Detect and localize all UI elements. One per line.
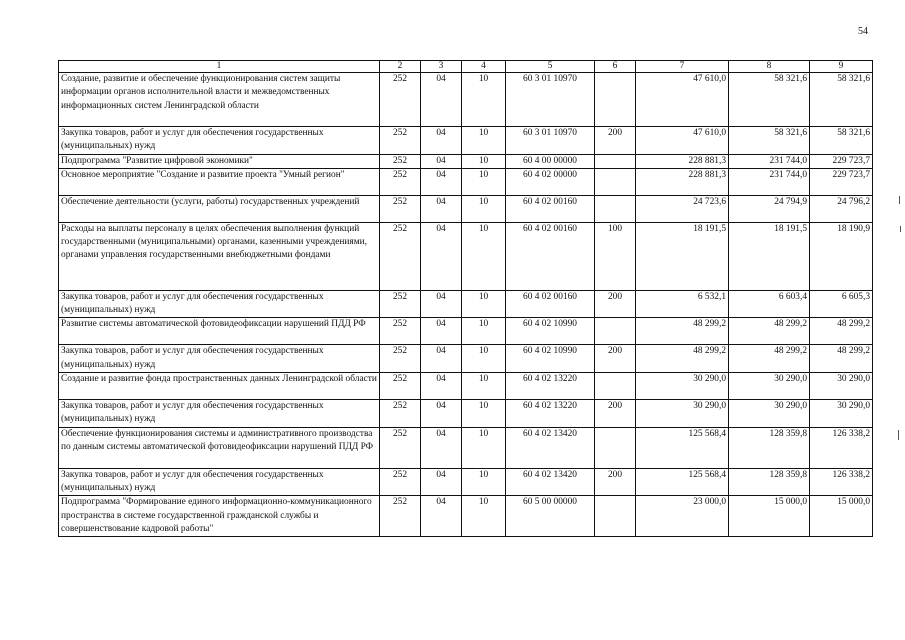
cell-amount-col8: 128 359,8 (729, 427, 810, 468)
table-row (59, 195, 873, 222)
cell-target-article: 60 3 01 10970 (506, 73, 595, 127)
cell-amount-col7: 48 299,2 (636, 318, 729, 345)
cell-subsection: 10 (462, 290, 506, 318)
cell-subsection: 10 (462, 127, 506, 155)
cell-section: 04 (421, 127, 462, 155)
cell-expense-type (595, 427, 636, 468)
cell-expense-type: 100 (595, 222, 636, 290)
cell-amount-col7: 23 000,0 (636, 496, 729, 537)
cell-amount-col8: 231 744,0 (729, 168, 810, 195)
cell-admin-code: 252 (380, 222, 421, 290)
cell-amount-col9: 15 000,0 (810, 496, 873, 537)
cell-amount-col7: 125 568,4 (636, 468, 729, 496)
cell-amount-col8: 18 191,5 (729, 222, 810, 290)
cell-amount-col8: 15 000,0 (729, 496, 810, 537)
page-number: 54 (858, 26, 868, 37)
cell-amount-col8: 24 794,9 (729, 195, 810, 222)
cell-amount-col9: 229 723,7 (810, 168, 873, 195)
cell-target-article: 60 4 02 00160 (506, 195, 595, 222)
table-row (59, 154, 873, 168)
row-name: Расходы на выплаты персоналу в целях обеспечения выполнения функций государственными (муниципальными) органами, казенными учреждениями, органами управления государственными внебюджетными фондами (59, 222, 380, 290)
cell-subsection: 10 (462, 195, 506, 222)
cell-subsection: 10 (462, 400, 506, 428)
cell-admin-code: 252 (380, 290, 421, 318)
column-header: 2 (380, 61, 421, 73)
table-body (59, 73, 873, 537)
row-name: Подпрограмма "Развитие цифровой экономики" (59, 154, 380, 168)
cell-amount-col9: 58 321,6 (810, 127, 873, 155)
table-row (59, 373, 873, 400)
cell-target-article: 60 4 02 13220 (506, 400, 595, 428)
cell-amount-col8: 58 321,6 (729, 127, 810, 155)
table-row (59, 127, 873, 155)
cell-expense-type: 200 (595, 290, 636, 318)
row-name: Основное мероприятие "Создание и развитие проекта "Умный регион" (59, 168, 380, 195)
cell-subsection: 10 (462, 73, 506, 127)
table-row (59, 427, 873, 468)
scan-mark (898, 430, 899, 440)
cell-amount-col9: 229 723,7 (810, 154, 873, 168)
cell-amount-col8: 30 290,0 (729, 373, 810, 400)
column-header: 7 (636, 61, 729, 73)
cell-expense-type (595, 154, 636, 168)
column-header: 3 (421, 61, 462, 73)
cell-admin-code: 252 (380, 496, 421, 537)
cell-target-article: 60 4 02 13420 (506, 427, 595, 468)
cell-amount-col8: 48 299,2 (729, 345, 810, 373)
table-row (59, 222, 873, 290)
cell-amount-col8: 231 744,0 (729, 154, 810, 168)
cell-section: 04 (421, 290, 462, 318)
cell-expense-type (595, 195, 636, 222)
cell-amount-col8: 58 321,6 (729, 73, 810, 127)
table-row (59, 290, 873, 318)
cell-expense-type (595, 373, 636, 400)
cell-amount-col7: 30 290,0 (636, 400, 729, 428)
table-row (59, 318, 873, 345)
cell-target-article: 60 4 02 00160 (506, 290, 595, 318)
cell-amount-col7: 47 610,0 (636, 73, 729, 127)
cell-expense-type: 200 (595, 127, 636, 155)
cell-admin-code: 252 (380, 73, 421, 127)
table-row (59, 400, 873, 428)
table-row (59, 168, 873, 195)
row-name: Создание и развитие фонда пространственных данных Ленинградской области (59, 373, 380, 400)
cell-admin-code: 252 (380, 373, 421, 400)
cell-expense-type: 200 (595, 345, 636, 373)
row-name: Закупка товаров, работ и услуг для обеспечения государственных (муниципальных) нужд (59, 127, 380, 155)
cell-section: 04 (421, 168, 462, 195)
cell-amount-col9: 18 190,9 (810, 222, 873, 290)
cell-amount-col7: 125 568,4 (636, 427, 729, 468)
cell-target-article: 60 3 01 10970 (506, 127, 595, 155)
cell-subsection: 10 (462, 373, 506, 400)
row-name: Подпрограмма "Формирование единого информационно-коммуникационного пространства в системе государственной гражданской службы и совершенствование кадровой работы" (59, 496, 380, 537)
table-row (59, 496, 873, 537)
row-name: Обеспечение функционирования системы и административного производства по данным системы автоматической фотовидеофиксации нарушений ПДД РФ (59, 427, 380, 468)
cell-subsection: 10 (462, 496, 506, 537)
cell-admin-code: 252 (380, 345, 421, 373)
row-name: Обеспечение деятельности (услуги, работы) государственных учреждений (59, 195, 380, 222)
cell-section: 04 (421, 345, 462, 373)
row-name: Закупка товаров, работ и услуг для обеспечения государственных (муниципальных) нужд (59, 345, 380, 373)
cell-target-article: 60 4 02 13220 (506, 373, 595, 400)
cell-section: 04 (421, 400, 462, 428)
cell-amount-col9: 6 605,3 (810, 290, 873, 318)
cell-amount-col7: 6 532,1 (636, 290, 729, 318)
cell-section: 04 (421, 427, 462, 468)
cell-admin-code: 252 (380, 318, 421, 345)
cell-target-article: 60 4 02 10990 (506, 345, 595, 373)
cell-target-article: 60 4 00 00000 (506, 154, 595, 168)
cell-target-article: 60 4 02 00160 (506, 222, 595, 290)
cell-amount-col7: 48 299,2 (636, 345, 729, 373)
table-row (59, 73, 873, 127)
cell-subsection: 10 (462, 154, 506, 168)
cell-admin-code: 252 (380, 154, 421, 168)
cell-section: 04 (421, 73, 462, 127)
cell-amount-col9: 24 796,2 (810, 195, 873, 222)
cell-admin-code: 252 (380, 400, 421, 428)
cell-section: 04 (421, 468, 462, 496)
cell-amount-col8: 128 359,8 (729, 468, 810, 496)
cell-subsection: 10 (462, 427, 506, 468)
cell-subsection: 10 (462, 345, 506, 373)
cell-target-article: 60 4 02 13420 (506, 468, 595, 496)
budget-table (58, 60, 873, 537)
row-name: Создание, развитие и обеспечение функционирования систем защиты информации органов исполнительной власти и межведомственных информационных систем Ленинградской области (59, 73, 380, 127)
cell-amount-col9: 30 290,0 (810, 400, 873, 428)
cell-expense-type: 200 (595, 468, 636, 496)
cell-amount-col8: 30 290,0 (729, 400, 810, 428)
cell-section: 04 (421, 195, 462, 222)
cell-amount-col7: 24 723,6 (636, 195, 729, 222)
cell-amount-col9: 48 299,2 (810, 318, 873, 345)
cell-amount-col7: 47 610,0 (636, 127, 729, 155)
cell-section: 04 (421, 318, 462, 345)
cell-amount-col9: 126 338,2 (810, 427, 873, 468)
cell-section: 04 (421, 496, 462, 537)
cell-target-article: 60 4 02 00000 (506, 168, 595, 195)
cell-admin-code: 252 (380, 195, 421, 222)
cell-amount-col9: 30 290,0 (810, 373, 873, 400)
scan-mark (899, 196, 900, 204)
cell-admin-code: 252 (380, 427, 421, 468)
column-header: 6 (595, 61, 636, 73)
cell-subsection: 10 (462, 222, 506, 290)
table-row (59, 468, 873, 496)
cell-subsection: 10 (462, 168, 506, 195)
cell-section: 04 (421, 373, 462, 400)
cell-expense-type (595, 496, 636, 537)
cell-amount-col9: 126 338,2 (810, 468, 873, 496)
column-header: 1 (59, 61, 380, 73)
table-row (59, 345, 873, 373)
cell-section: 04 (421, 154, 462, 168)
column-header: 4 (462, 61, 506, 73)
cell-amount-col9: 58 321,6 (810, 73, 873, 127)
cell-expense-type (595, 168, 636, 195)
row-name: Закупка товаров, работ и услуг для обеспечения государственных (муниципальных) нужд (59, 290, 380, 318)
row-name: Развитие системы автоматической фотовидеофиксации нарушений ПДД РФ (59, 318, 380, 345)
cell-admin-code: 252 (380, 468, 421, 496)
column-header: 9 (810, 61, 873, 73)
cell-expense-type: 200 (595, 400, 636, 428)
cell-amount-col7: 228 881,3 (636, 168, 729, 195)
row-name: Закупка товаров, работ и услуг для обеспечения государственных (муниципальных) нужд (59, 468, 380, 496)
scan-mark (900, 226, 901, 232)
row-name: Закупка товаров, работ и услуг для обеспечения государственных (муниципальных) нужд (59, 400, 380, 428)
cell-amount-col9: 48 299,2 (810, 345, 873, 373)
cell-amount-col7: 228 881,3 (636, 154, 729, 168)
cell-admin-code: 252 (380, 127, 421, 155)
cell-admin-code: 252 (380, 168, 421, 195)
cell-subsection: 10 (462, 318, 506, 345)
cell-expense-type (595, 318, 636, 345)
cell-amount-col8: 48 299,2 (729, 318, 810, 345)
header-row (59, 61, 873, 73)
cell-amount-col8: 6 603,4 (729, 290, 810, 318)
cell-amount-col7: 30 290,0 (636, 373, 729, 400)
cell-target-article: 60 4 02 10990 (506, 318, 595, 345)
column-header: 8 (729, 61, 810, 73)
column-header: 5 (506, 61, 595, 73)
cell-section: 04 (421, 222, 462, 290)
cell-expense-type (595, 73, 636, 127)
cell-amount-col7: 18 191,5 (636, 222, 729, 290)
cell-subsection: 10 (462, 468, 506, 496)
cell-target-article: 60 5 00 00000 (506, 496, 595, 537)
